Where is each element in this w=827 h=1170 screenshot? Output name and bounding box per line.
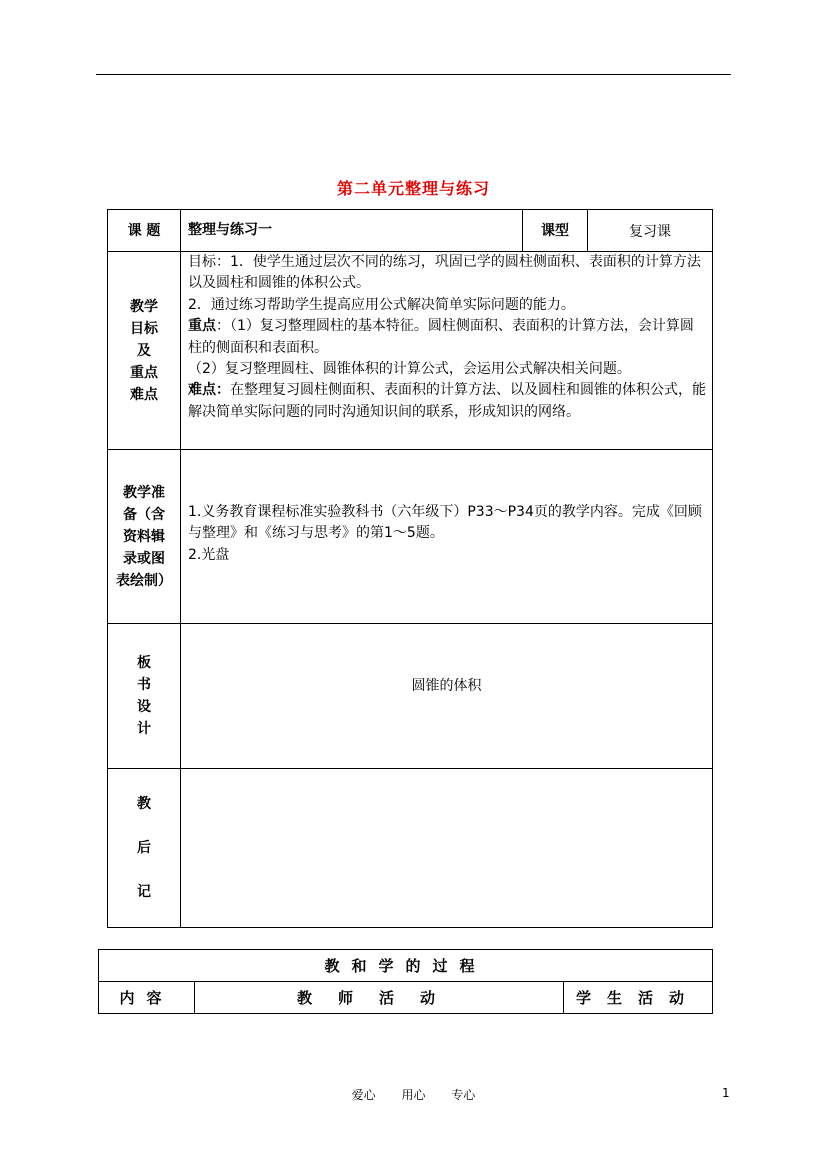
after-label-line: 教 — [137, 796, 151, 812]
board-label — [108, 624, 181, 769]
board-label-line: 书 — [137, 677, 151, 693]
goals-content — [181, 252, 713, 450]
board-label-line: 板 — [137, 655, 151, 671]
difficulties-label: 难点： — [188, 382, 230, 399]
topic-label: 课 题 — [108, 210, 181, 252]
topic-value: 整理与练习一 — [181, 210, 523, 252]
goals-label-line: 重点 — [130, 364, 158, 381]
board-content: 圆锥的体积 — [181, 624, 713, 769]
board-label-line: 设 — [137, 699, 151, 715]
type-label: 课型 — [523, 210, 588, 252]
goals-row — [108, 252, 713, 450]
after-content — [181, 769, 713, 928]
document-title: 第二单元整理与练习 — [336, 179, 490, 198]
prep-row — [108, 450, 713, 624]
process-table — [98, 949, 713, 1014]
difficulties — [188, 380, 707, 423]
prep-label-line: 备（含 — [123, 506, 165, 523]
board-row — [108, 624, 713, 769]
topic-row — [108, 210, 713, 252]
prep-label-line: 教学准 — [123, 484, 165, 501]
goals-line-2: 2．通过练习帮助学生提高应用公式解决简单实际问题的能力。 — [188, 296, 575, 313]
lesson-plan-table — [107, 209, 713, 928]
column-content: 内容 — [99, 982, 195, 1014]
after-label-line: 后 — [137, 840, 151, 856]
prep-content — [181, 450, 713, 624]
prep-label-line: 录或图 — [123, 550, 165, 567]
process-header-row — [99, 950, 713, 982]
footer-slogan: 爱心 用心 专心 — [351, 1088, 476, 1102]
process-header: 教和学的过程 — [99, 950, 713, 982]
header-rule — [96, 74, 731, 75]
after-label-line: 记 — [137, 884, 151, 900]
key-points-2: （2）复习整理圆柱、圆锥体积的计算公式，会运用公式解决相关问题。 — [188, 361, 631, 378]
prep-line-2: 2.光盘 — [188, 546, 230, 563]
goals-label-line: 难点 — [130, 386, 158, 403]
process-columns-row — [99, 982, 713, 1014]
page-number: 1 — [722, 1086, 730, 1100]
goals-label — [108, 252, 181, 450]
prep-label — [108, 450, 181, 624]
prep-line-1: 1.义务教育课程标准实验教科书（六年级下）P33～P34页的教学内容。完成《回顾与整理》和《练习与思考》的第1～5题。 — [188, 504, 702, 542]
column-teacher-activity: 教师活动 — [195, 982, 564, 1014]
goals-label-line: 教学 — [130, 298, 158, 315]
prep-label-line: 表绘制） — [116, 572, 172, 589]
after-row — [108, 769, 713, 928]
after-label — [108, 769, 181, 928]
goals-label-line: 及 — [137, 342, 151, 359]
prep-label-line: 资料辑 — [123, 528, 165, 545]
key-points-text: ：（1）复习整理圆柱的基本特征。圆柱侧面积、表面积的计算方法，会计算圆柱的侧面积和表面积。 — [188, 318, 694, 356]
type-value: 复习课 — [588, 210, 713, 252]
column-student-activity: 学生活动 — [564, 982, 713, 1014]
board-label-line: 计 — [137, 721, 151, 737]
goals-label-line: 目标 — [130, 320, 158, 337]
goals-line-1: 目标：1．使学生通过层次不同的练习，巩固已学的圆柱侧面积、表面积的计算方法以及圆柱和圆锥的体积公式。 — [188, 254, 701, 292]
key-points — [188, 316, 707, 359]
difficulties-text: 在整理复习圆柱侧面积、表面积的计算方法、以及圆柱和圆锥的体积公式，能解决简单实际问题的同时沟通知识间的联系，形成知识的网络。 — [188, 382, 706, 420]
key-points-label: 重点 — [188, 318, 216, 335]
